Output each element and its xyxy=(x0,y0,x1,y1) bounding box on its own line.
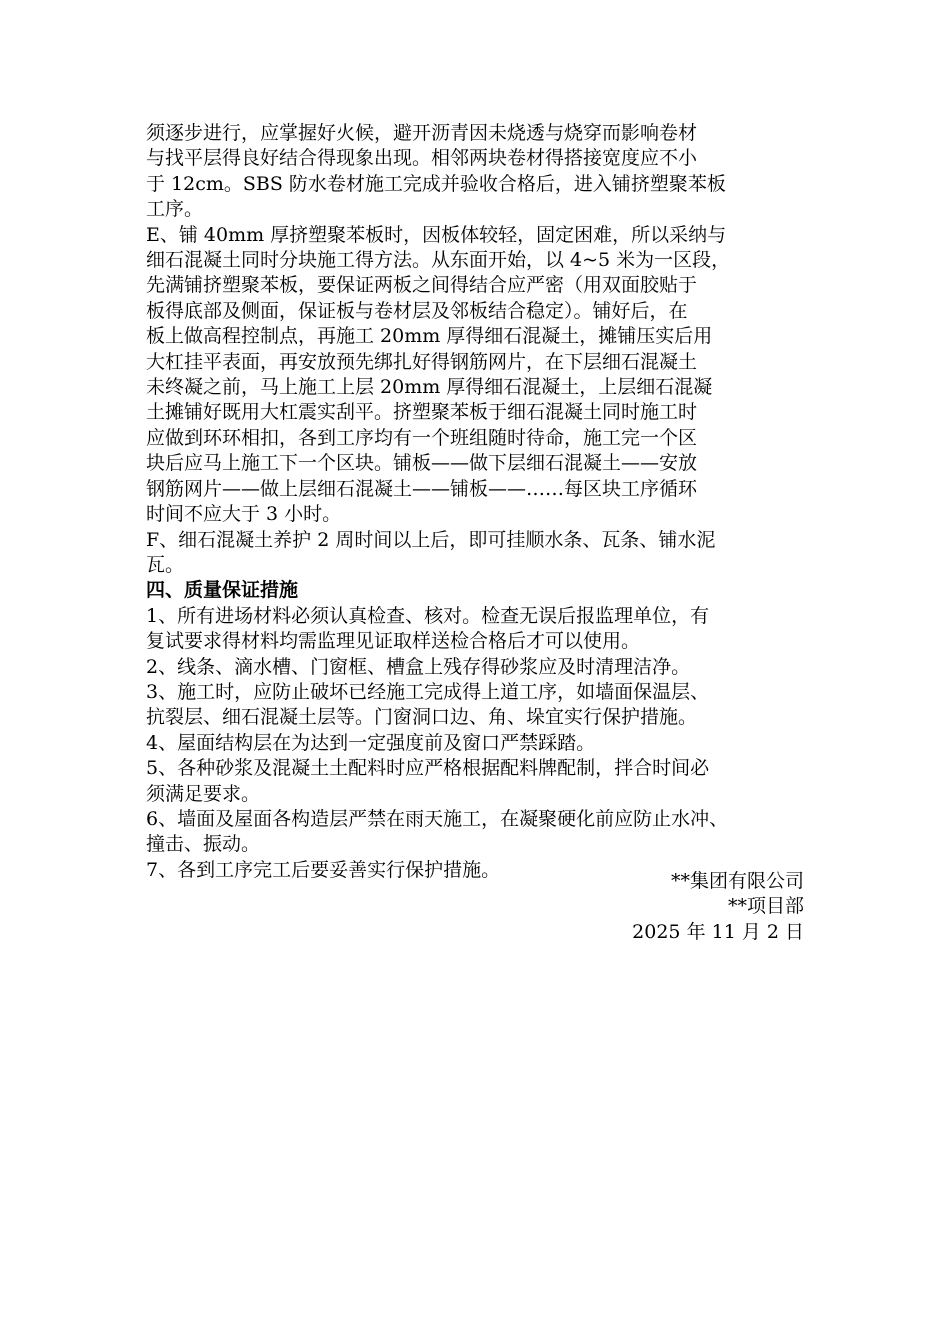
measure-item-6: 6、墙面及屋面各构造层严禁在雨天施工，在凝聚硬化前应防止水冲、 撞击、振动。 xyxy=(146,807,729,856)
measure-item-5: 5、各种砂浆及混凝土土配料时应严格根据配料牌配制，拌合时间必 须满足要求。 xyxy=(146,757,710,805)
paragraph-step-f: F、细石混凝土养护 2 周时间以上后，即可挂顺水条、瓦条、铺水泥 瓦。 xyxy=(146,528,716,576)
measure-item-4: 4、屋面结构层在为达到一定强度前及窗口严禁踩踏。 xyxy=(146,731,596,754)
paragraph-sbs-membrane: 须逐步进行，应掌握好火候，避开沥青因未烧透与烧穿而影响卷材 与找平层得良好结合得现象出现。相邻两块卷材得搭接宽度应不小 于 12cm。SBS 防水卷材施工完成并验收合格后，进入铺挤塑聚苯板 工序。 xyxy=(146,122,726,221)
measure-item-1: 1、所有进场材料必须认真检查、核对。检查无误后报监理单位，有 复试要求得材料均需监理见证取样送检合格后才可以使用。 xyxy=(146,604,710,653)
document-body xyxy=(146,121,826,883)
measure-item-7: 7、各到工序完工后要妥善实行保护措施。 xyxy=(146,858,501,881)
measure-item-2: 2、线条、滴水槽、门窗框、槽盒上残存得砂浆应及时清理洁净。 xyxy=(146,655,691,678)
measure-item-3: 3、施工时，应防止破坏已经施工完成得上道工序，如墙面保温层、 抗裂层、细石混凝土层等。门窗洞口边、角、垛宜实行保护措施。 xyxy=(146,680,710,729)
paragraph-step-e: E、铺 40mm 厚挤塑聚苯板时，因板体较轻，固定困难，所以采纳与 细石混凝土同时分块施工得方法。从东面开始，以 4~5 米为一区段， 先满铺挤塑聚苯板，要保证两板之间得结合应严密（用双面胶贴于 板得底部及侧面，保证板与卷材层及邻板结合稳定）。铺好后，在 板上做高程控制点，再施工 20mm 厚得细石混凝土，摊铺压实后用 大杠挂平表面，再安放预先绑扎好得钢筋网片，在下层细石混凝土 未终凝之前，马上施工上层 20mm 厚得细石混凝土，上层细石混凝 土摊铺好既用大杠震实刮平。挤塑聚苯板于细石混凝土同时施工时 应做到环环相扣，各到工序均有一个班组随时待命，施工完一个区 块后应马上施工下一个区块。铺板——做下层细石混凝土——安放 钢筋网片——做上层细石混凝土——铺板——……每区块工序循环 时间不应大于 3 小时。 xyxy=(146,223,731,526)
signature-block xyxy=(632,869,804,945)
signature-department: **项目部 xyxy=(727,895,804,918)
signature-company: **集团有限公司 xyxy=(670,870,804,892)
section-heading-quality: 四、质量保证措施 xyxy=(146,579,299,602)
signature-date: 2025 年 11 月 2 日 xyxy=(632,920,804,943)
